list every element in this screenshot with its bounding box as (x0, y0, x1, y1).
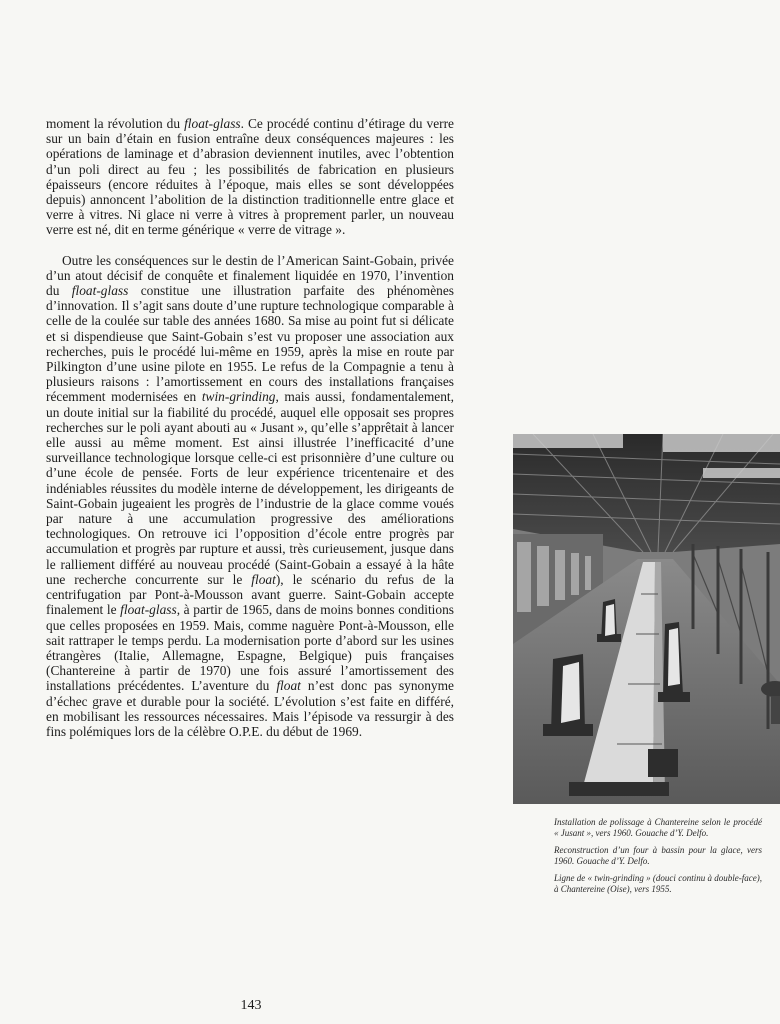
text-run: n’est donc pas synonyme d’échec grave et durable pour la société. L’évolution s’est faite en différé, en mobilisant les ressources nécessaires. Mais l’épisode va ressurgir à des fins polémiques lors de la célèbre O.P.E. du début de 1969. (46, 678, 454, 739)
paragraph-1 (46, 116, 454, 238)
italic-term: float (276, 678, 301, 694)
photo-captions (554, 817, 762, 901)
text-run: moment la révolution du (46, 116, 185, 131)
italic-term: float-glass (184, 116, 241, 131)
paragraph-2 (46, 253, 454, 740)
italic-term: float-glass (120, 602, 177, 618)
page-number: 143 (240, 998, 262, 1013)
caption-2: Reconstruction d’un four à bassin pour la glace, vers 1960. Gouache d’Y. Delfo. (554, 845, 762, 866)
text-run: , à partir de 1965, dans de moins bonnes conditions que celles proposées en 1959. Mais, comme naguère Pont-à-Mousson, elle sait rattraper le temps perdu. La modernisation porte d’abord sur les usines étrangères (Italie, Allemagne, Espagne, Belgique) puis françaises (Chantereine à partir de 1970) une fois assuré l’amortissement des installations précédentes. L’aventure du (46, 602, 454, 694)
factory-hall-photo (513, 434, 780, 804)
main-text-column (46, 116, 454, 739)
text-run: , mais aussi, fondamentalement, un doute initial sur la fiabilité du procédé, auquel elle opposait ses propres recherches sur le poli ayant abouti au « Jusant », qu’elle s’apprêtait à lancer elle aussi au même moment. Est ainsi illustrée l’inefficacité d’une surveillance technologique lorsque celle-ci est prisonnière d’une culture ou d’une école de pensée. Forts de leur expérience tricentenaire et des indéniables réussites du modèle interne de développement, les dirigeants de Saint-Gobain jugeaient les progrès de l’industrie de la glace comme voués par nature à une accumulation progressive des améliorations technologiques. On retrouve ici l’opposition d’école entre progrès par accumulation et progrès par rupture et aussi, très curieusement, jusque dans le ralliement différé au nouveau procédé (Saint-Gobain a essayé à la hâte une recherche concurrente sur le (46, 389, 454, 587)
caption-3: Ligne de « twin-grinding » (douci continu à double-face), à Chantereine (Oise), vers 1955. (554, 873, 762, 894)
italic-term: twin-grinding (201, 389, 276, 405)
text-run: Outre les conséquences sur le destin de l’American Saint-Gobain, privée d’un atout décisif de conquête et finalement liquidée en 1970, l’invention du (46, 252, 454, 299)
text-run: . Ce procédé continu d’étirage du verre sur un bain d’étain en fusion entraîne deux conséquences majeures : les opérations de laminage et d’abrasion deviennent inutiles, avec l’obtention d’un poli direct au feu ; les possibilités de fabrication en plusieurs épaisseurs (encore réduites à l’époque, mais elles se sont développées depuis) annoncent l’abolition de la distinction traditionnelle entre glace et verre à vitres. Ni glace ni verre à vitres à proprement parler, un nouveau verre est né, dit en terme générique « verre de vitrage ». (46, 116, 454, 238)
italic-term: float-glass (71, 283, 129, 299)
text-run: ), le scénario du refus de la centrifugation par Pont-à-Mousson avant guerre. Saint-Gobain accepte finalement le (46, 571, 454, 618)
italic-term: float (251, 571, 276, 587)
text-run: constitue une illustration parfaite des phénomènes d’innovation. Il s’agit sans doute d’une rupture technologique comparable à celle de la coulée sur table des années 1680. Sa mise au point fut si délicate et si dispendieuse que Saint-Gobain s’est vu proposer une association aux recherches, puis le procédé lui-même en 1959, après la mise en route par Pilkington d’une usine pilote en 1955. Le refus de la Compagnie a tenu à plusieurs raisons : l’amortissement en cours des installations françaises récemment modernisées en (46, 283, 454, 405)
caption-1: Installation de polissage à Chantereine selon le procédé « Jusant », vers 1960. Gouache d’Y. Delfo. (554, 817, 762, 838)
